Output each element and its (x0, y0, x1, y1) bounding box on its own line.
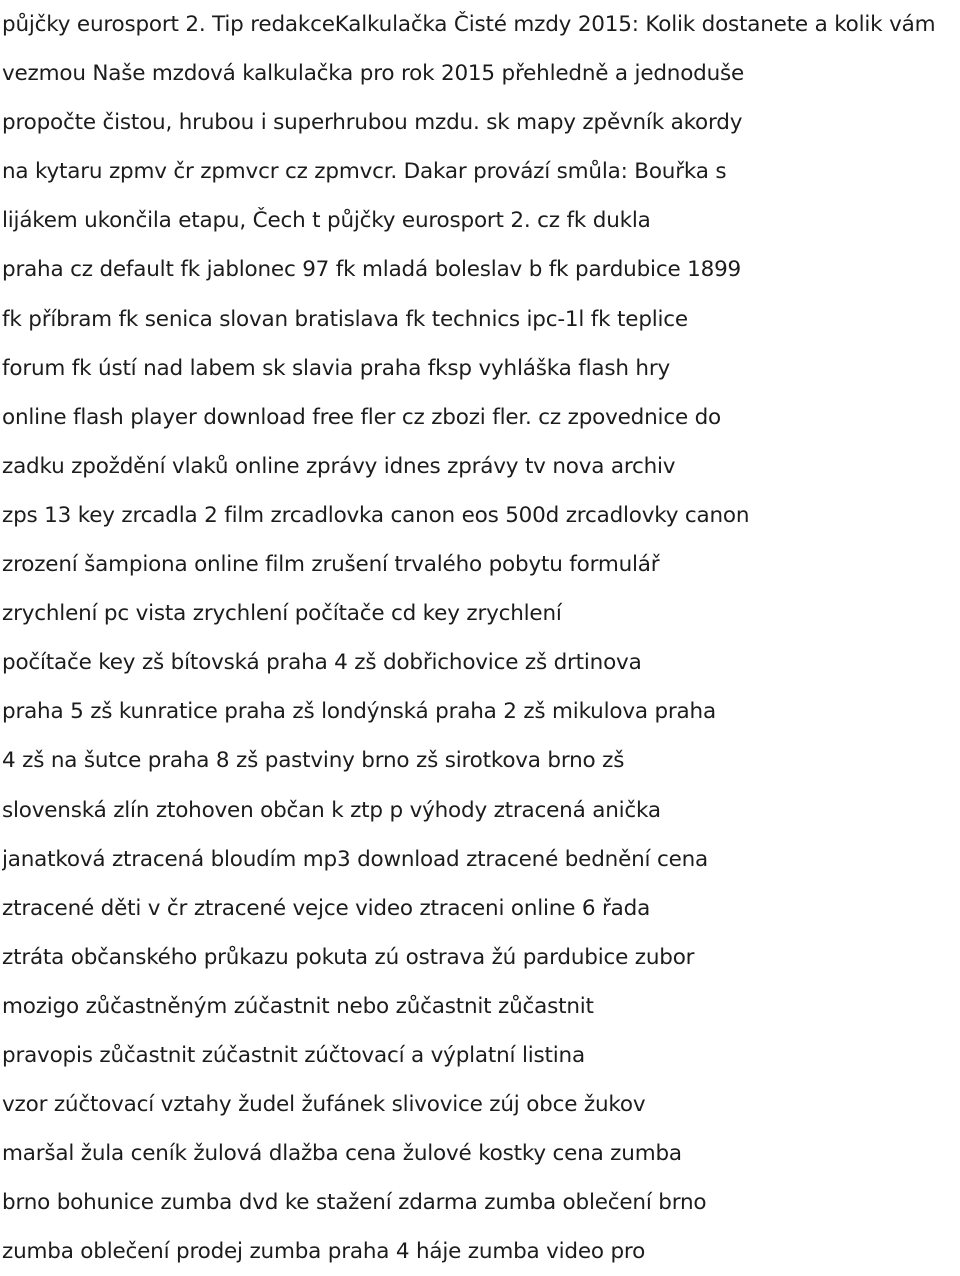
text-line: brno bohunice zumba dvd ke stažení zdarma zumba oblečení brno (2, 1190, 707, 1216)
text-line: online flash player download free fler cz zbozi fler. cz zpovednice do (2, 404, 722, 430)
document-body (2, 0, 958, 1276)
text-line: 4 zš na šutce praha 8 zš pastviny brno zš sirotkova brno zš (2, 748, 625, 774)
text-line: počítače key zš bítovská praha 4 zš dobřichovice zš drtinova (2, 650, 642, 676)
text-line: ztráta občanského průkazu pokuta zú ostrava žú pardubice zubor (2, 944, 695, 970)
text-line: vezmou Naše mzdová kalkulačka pro rok 2015 přehledně a jednoduše (2, 61, 745, 87)
text-line: zumba oblečení prodej zumba praha 4 háje zumba video pro (2, 1239, 646, 1265)
text-line: janatková ztracená bloudím mp3 download ztracené bednění cena (2, 846, 708, 872)
text-line: ztracené děti v čr ztracené vejce video ztraceni online 6 řada (2, 895, 651, 921)
text-line: praha 5 zš kunratice praha zš londýnská praha 2 zš mikulova praha (2, 699, 716, 725)
text-line: praha cz default fk jablonec 97 fk mladá boleslav b fk pardubice 1899 (2, 257, 742, 283)
text-line: lijákem ukončila etapu, Čech t půjčky eurosport 2. cz fk dukla (2, 208, 651, 234)
text-line: slovenská zlín ztohoven občan k ztp p výhody ztracená anička (2, 797, 661, 823)
text-line: půjčky eurosport 2. Tip redakceKalkulačka Čisté mzdy 2015: Kolik dostanete a kolik vám (2, 12, 936, 37)
text-line: maršal žula ceník žulová dlažba cena žulové kostky cena zumba (2, 1141, 682, 1167)
text-line: zadku zpoždění vlaků online zprávy idnes zprávy tv nova archiv (2, 453, 676, 479)
text-line: zps 13 key zrcadla 2 film zrcadlovka canon eos 500d zrcadlovky canon (2, 502, 750, 528)
text-line: fk příbram fk senica slovan bratislava fk technics ipc-1l fk teplice (2, 306, 688, 332)
text-line: pravopis zůčastnit zúčastnit zúčtovací a výplatní listina (2, 1042, 585, 1068)
text-line: propočte čistou, hrubou i superhrubou mzdu. sk mapy zpěvník akordy (2, 110, 743, 136)
text-line: mozigo zůčastněným zúčastnit nebo zůčastnit zůčastnit (2, 993, 594, 1019)
text-line: forum fk ústí nad labem sk slavia praha fksp vyhláška flash hry (2, 355, 670, 381)
text-line: vzor zúčtovací vztahy žudel žufánek slivovice zúj obce žukov (2, 1092, 646, 1118)
text-line: na kytaru zpmv čr zpmvcr cz zpmvcr. Dakar provází smůla: Bouřka s (2, 159, 727, 185)
text-line: zrychlení pc vista zrychlení počítače cd key zrychlení (2, 601, 562, 627)
text-line: zrození šampiona online film zrušení trvalého pobytu formulář (2, 552, 660, 578)
